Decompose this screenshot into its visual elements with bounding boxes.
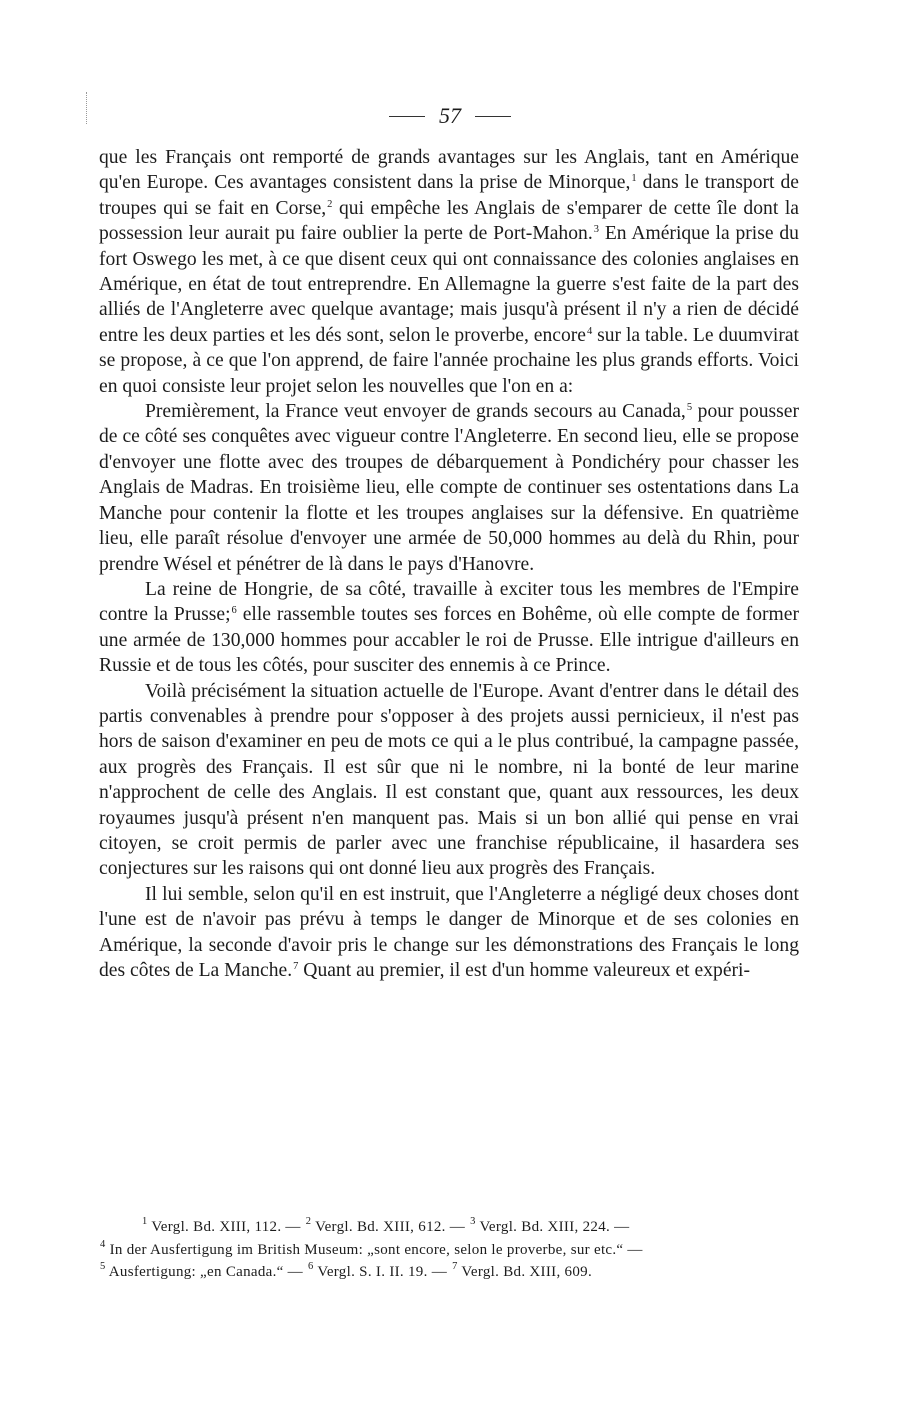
text-run: que les Français ont remporté de grands avantages sur les Anglais, tant en Amérique qu'en Europe. Ces avantages consistent dans la prise de Minorque, bbox=[99, 147, 799, 194]
footnote-text: In der Ausfertigung im British Museum: „sont encore, selon le proverbe, sur etc.“ — bbox=[105, 1241, 643, 1258]
footnote-ref: 4 bbox=[586, 325, 593, 337]
page-header bbox=[0, 98, 900, 134]
footnote-text: Vergl. Bd. XIII, 224. — bbox=[475, 1219, 630, 1235]
text-run: elle rassemble toutes ses forces en Bohême, où elle compte de former une armée de 130,000 hommes pour accabler le roi de Prusse. Elle intrigue d'ailleurs en Russie et de tous les côtés, pour susciter des ennemis à ce Prince. bbox=[99, 604, 799, 677]
footnote-line bbox=[99, 1216, 799, 1239]
footnote-text: Vergl. S. I. II. 19. — bbox=[313, 1264, 452, 1280]
header-rule-left bbox=[389, 116, 425, 117]
paragraph bbox=[99, 882, 799, 984]
footnote-number: 2 bbox=[305, 1216, 312, 1227]
footnote-ref: 6 bbox=[231, 605, 237, 617]
paragraph bbox=[99, 679, 799, 882]
footnote-text: Vergl. Bd. XIII, 112. — bbox=[147, 1219, 305, 1235]
text-run: Premièrement, la France veut envoyer de grands secours au Canada, bbox=[145, 401, 686, 423]
footnote-number: 1 bbox=[142, 1216, 148, 1227]
footnote-ref: 7 bbox=[293, 961, 299, 972]
footnote-text: Vergl. Bd. XIII, 609. bbox=[457, 1264, 592, 1280]
footnote-text: Ausfertigung: „en Canada.“ — bbox=[105, 1264, 308, 1280]
text-run: Voilà précisément la situation actuelle de l'Europe. Avant d'entrer dans le détail des partis convenables à prendre pour s'opposer à des projets aussi pernicieux, il n'est pas hors de saison d'examiner en peu de mots ce qui a le plus contribué, la campagne passée, aux progrès des Français. Il est sûr que ni le nombre, ni la bonté de leur marine n'approchent de celle des Anglais. Il est constant que, quant aux ressources, les deux royaumes jusqu'à présent n'en manquent pas. Mais si un bon allié qui pense en vrai citoyen, se croit permis de parler avec une franchise républicaine, il hasardera ses conjectures sur les raisons qui ont donné lieu aux progrès des Français. bbox=[99, 680, 799, 880]
text-run: qui empêche les Anglais de s'emparer de cette île dont la possession leur aurait pu faire oublier la perte de Port-Mahon. bbox=[99, 197, 799, 245]
paragraph bbox=[99, 577, 799, 679]
paragraph bbox=[99, 399, 799, 577]
text-run: dans le transport de troupes qui se fait en Corse, bbox=[99, 172, 800, 219]
footnote-ref: 5 bbox=[686, 402, 693, 414]
text-run: pour pousser de ce côté ses conquêtes avec vigueur contre l'Angleterre. En second lieu, elle se propose d'envoyer une flotte avec des troupes de débarquement à Pondichéry pour chasser les Anglais de Madras. En troisième lieu, elle compte de continuer ses ostentations dans La Manche pour contenir la flotte et les troupes anglaises sur la défensive. En quatrième lieu, elle paraît résolue d'envoyer une armée de 50,000 hommes au delà du Rhin, pour prendre Wésel et pénétrer de là dans le pays d'Hanovre. bbox=[99, 401, 800, 575]
footnote-ref: 2 bbox=[327, 198, 333, 210]
footnote-number: 7 bbox=[452, 1261, 458, 1272]
footnote-number: 5 bbox=[100, 1261, 106, 1272]
text-run: La reine de Hongrie, de sa côté, travaille à exciter tous les membres de l'Empire contre la Prusse; bbox=[99, 578, 799, 626]
footnote-text: Vergl. Bd. XIII, 612. — bbox=[311, 1219, 470, 1235]
footnote-ref: 1 bbox=[631, 173, 637, 185]
header-rule-right bbox=[475, 116, 511, 117]
text-run: Quant au premier, il est d'un homme valeureux et expéri- bbox=[298, 960, 751, 981]
footnote-number: 6 bbox=[308, 1261, 314, 1272]
paragraph bbox=[99, 145, 799, 399]
footnote-ref: 3 bbox=[593, 224, 599, 236]
page-number: 57 bbox=[439, 103, 461, 128]
body-text bbox=[99, 145, 799, 983]
text-run: En Amérique la prise du fort Oswego les met, à ce que disent ceux qui ont connaissance des colonies anglaises en Amérique, en état de tout entreprendre. En Allemagne la guerre s'est faite de la part des alliés de l'Angleterre avec quelque avantage; mais jusqu'à présent il n'y a rien de décidé entre les deux parties et les dés sont, selon le proverbe, encore bbox=[99, 223, 799, 346]
footnote-line bbox=[99, 1261, 799, 1284]
footnotes bbox=[99, 1216, 799, 1284]
text-run: sur la table. Le duumvirat se propose, à ce que l'on apprend, de faire l'année prochaine les plus grands efforts. Voici en quoi consiste leur projet selon les nouvelles que l'on en a: bbox=[99, 324, 799, 397]
text-run: Il lui semble, selon qu'il en est instruit, que l'Angleterre a négligé deux choses dont l'une est de n'avoir pas prévu à temps le danger de Minorque et de ses colonies en Amérique, la seconde d'avoir pris le change sur les démonstrations des Français le long des côtes de La Manche. bbox=[99, 883, 799, 981]
footnote-line bbox=[99, 1239, 799, 1262]
footnote-number: 3 bbox=[470, 1216, 476, 1227]
footnote-number: 4 bbox=[100, 1238, 106, 1250]
